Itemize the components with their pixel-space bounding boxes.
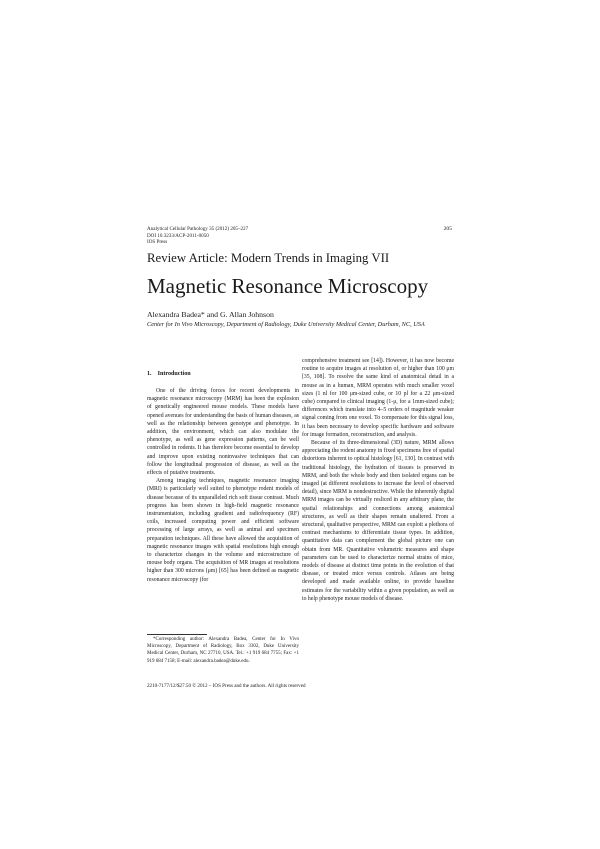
body-paragraph: Because of its three-dimensional (3D) nature, MRM allows appreciating the rodent anatomy in fixed specimens free of spatial distortions inherent to optical histology [61, 130]. In contrast with traditional histology, the hydration of tissues is preserved in MRM, and both the whole body and then isolated organs can be imaged (at different resolutions to increase the level of observed detail), since MRM is nondestructive. While the inherently digital MRM images can be virtually resliced in any arbitrary plane, the spatial relationships and connections among anatomical structures, as well as their shapes remain unaltered. From a structural, qualitative perspective, MRM can exploit a plethora of contrast mechanisms to differentiate tissue types. In addition, quantitative data can complement the global picture one can obtain from MR. Quantitative volumetric measures and shape parameters can be used to characterize normal strains of mice, models of disease at distinct time points in the evolution of that disease, or treated mice versus controls. Atlases are being developed and made available online, to provide baseline estimates for the variability within a given population, as well as to help phenotype mouse models of disease. [302,440,454,602]
page-number: 205 [443,226,452,232]
copyright-line: 2210-7177/12/$27.50 © 2012 – IOS Press and the authors. All rights reserved [147,683,306,689]
left-column [147,370,299,584]
article-type: Review Article: Modern Trends in Imaging VII [147,251,390,265]
footnote [147,636,299,665]
journal-info [147,226,347,246]
section-title: Introduction [157,371,191,377]
right-column [302,357,454,603]
journal-doi: DOI 10.3233/ACP-2011-0050 [147,232,209,239]
footnote-divider [147,634,207,635]
section-heading [147,370,299,378]
article-title: Magnetic Resonance Microscopy [147,274,429,298]
author-affiliation: Center for In Vivo Microscopy, Department of Radiology, Duke University Medical Center, Durham, NC, USA [147,321,425,328]
journal-publisher: IOS Press [147,239,168,246]
author-list: Alexandra Badea* and G. Allan Johnson [147,310,274,319]
section-number: 1. [147,371,152,377]
corresponding-author-note: *Corresponding author: Alexandra Badea, Center for In Vivo Microscopy, Department of Radiology, Box 3302, Duke University Medical Center, Durham, NC 27710, USA. Tel.: +1 919 684 7755; Fax: +1 919 684 7158; E-mail: alexandra.badea@duke.edu. [147,637,299,664]
body-paragraph: Among imaging techniques, magnetic resonance imaging (MRI) is particularly well suited to phenotype rodent models of disease because of its unparalleled rich soft tissue contrast. Much progress has been shown in high-field magnetic resonance instrumentation, including gradient and radiofrequency (RF) coils, increased computing power and efficient software processing of large arrays, as well as animal and specimen preparation techniques. All these have allowed the acquisition of magnetic resonance images with spatial resolutions high enough to characterize changes in the volume and microstructure of mouse body organs. The acquisition of MR images at resolutions higher than 300 microns (μm) [65] has been defined as magnetic resonance microscopy (for [147,478,299,583]
journal-citation: Analytical Cellular Pathology 35 (2012) 205–227 [147,226,249,232]
body-paragraph: One of the driving forces for recent developments in magnetic resonance microscopy (MRM) has been the explosion of genetically engineered mouse models. These models have opened avenues for understanding the basis of human diseases, as well as the relationship between genotype and phenotype. In addition, the environment, which can also modulate the phenotype, as well as gene expression patterns, can be well controlled in rodents. It has therefore become essential to develop and improve upon existing noninvasive techniques that can follow the longitudinal progression of disease, as well as the effects of putative treatments. [147,388,299,477]
body-paragraph: comprehensive treatment see [14]). However, it has now become routine to acquire images at resolution of, or higher than 100 μm [35, 108]. To resolve the same kind of anatomical detail in a mouse as in a human, MRM operates with much smaller voxel sizes (1 nl for 100 μm-sized cube, or 10 pl for a 22 μm-sized cube) compared to clinical imaging (1-μ, for a 1mm-sized cube); differences which translate into 4–5 orders of magnitude weaker signal coming from one voxel. To compensate for this signal loss, it has been necessary to develop specific hardware and software for image formation, reconstruction, and analysis. [302,358,454,438]
